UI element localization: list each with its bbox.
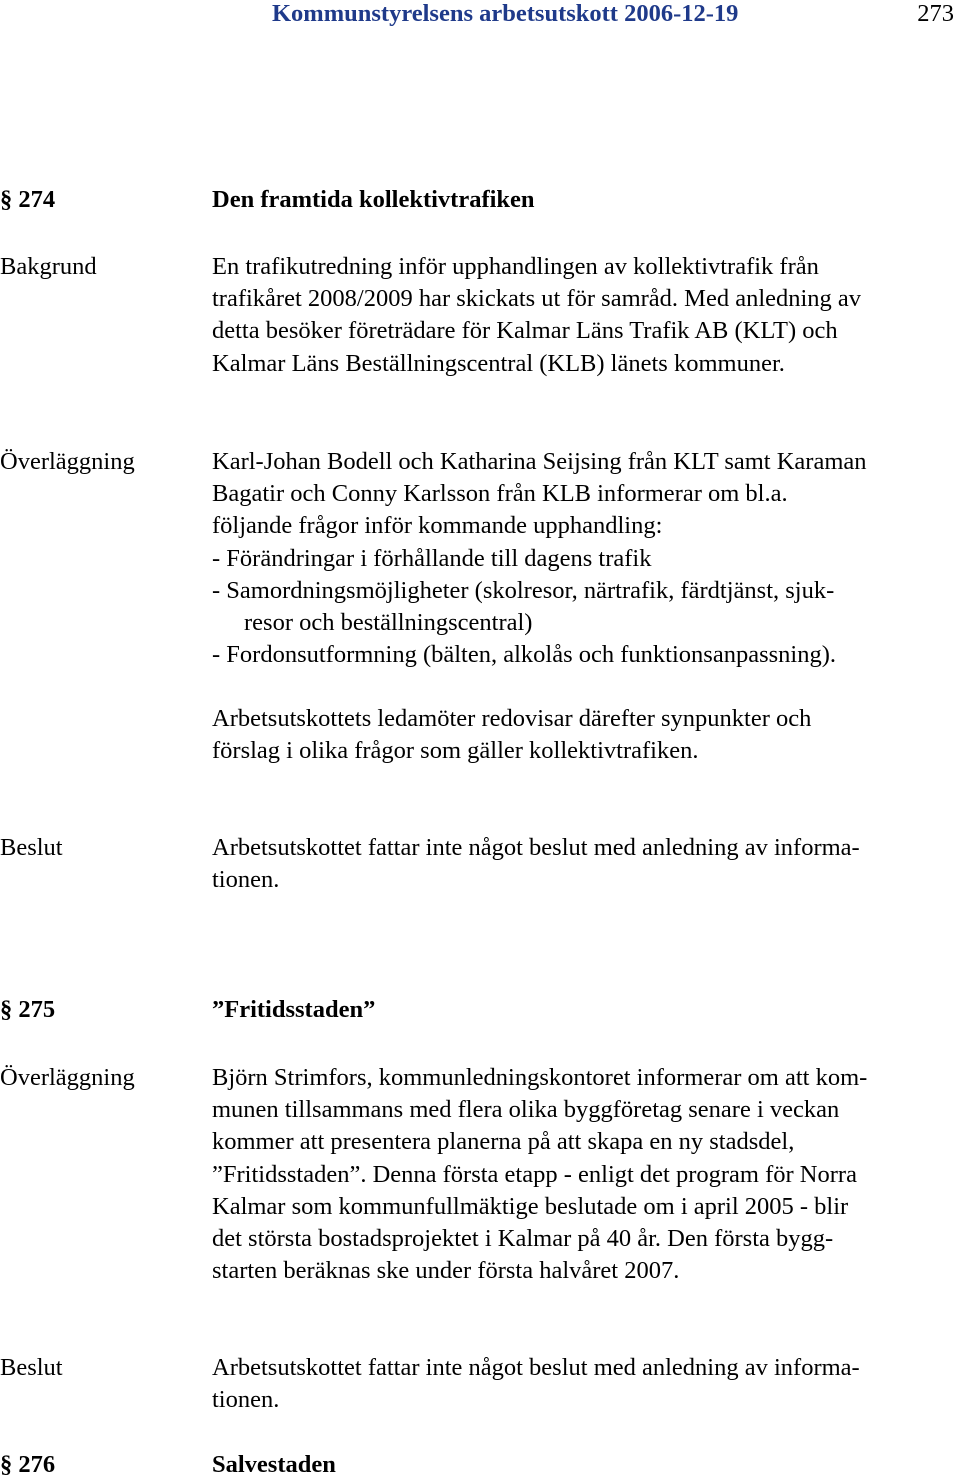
text-line: detta besöker företrädare för Kalmar Läns Trafik AB (KLT) och bbox=[212, 317, 838, 345]
beslut-label: Beslut bbox=[0, 834, 63, 861]
beslut-text bbox=[212, 1352, 952, 1416]
text-line: ”Fritidsstaden”. Denna första etapp - enligt det program för Norra bbox=[212, 1160, 857, 1188]
text-line: Arbetsutskottet fattar inte något beslut med anledning av informa- bbox=[212, 1354, 860, 1381]
list-item: - Samordningsmöjligheter (skolresor, närtrafik, färdtjänst, sjuk- bbox=[212, 576, 835, 604]
list-item: - Förändringar i förhållande till dagens trafik bbox=[212, 544, 652, 572]
text-line: Kalmar Läns Beställningscentral (KLB) länets kommuner. bbox=[212, 349, 785, 377]
section-title: Den framtida kollektivtrafiken bbox=[212, 186, 535, 213]
section-title: ”Fritidsstaden” bbox=[212, 996, 376, 1023]
overlaggning-label: Överläggning bbox=[0, 448, 135, 475]
text-line: starten beräknas ske under första halvåret 2007. bbox=[212, 1257, 680, 1285]
overlaggning-label: Överläggning bbox=[0, 1064, 135, 1091]
text-line: tionen. bbox=[212, 866, 280, 894]
overlaggning-text bbox=[212, 1062, 952, 1287]
section-number: § 276 bbox=[0, 1451, 56, 1478]
text-line: Arbetsutskottets ledamöter redovisar därefter synpunkter och bbox=[212, 705, 812, 732]
text-line: trafikåret 2008/2009 har skickats ut för samråd. Med anledning av bbox=[212, 285, 862, 313]
list-item-continuation: resor och beställningscentral) bbox=[244, 608, 533, 636]
text-line: Karl-Johan Bodell och Katharina Seijsing från KLT samt Karaman bbox=[212, 448, 867, 475]
bakgrund-text bbox=[212, 251, 952, 380]
text-line: Björn Strimfors, kommunledningskontoret informerar om att kom- bbox=[212, 1064, 868, 1091]
text-line: Arbetsutskottet fattar inte något beslut med anledning av informa- bbox=[212, 834, 860, 861]
beslut-text bbox=[212, 832, 952, 896]
text-line: Bagatir och Conny Karlsson från KLB informerar om bl.a. bbox=[212, 480, 788, 508]
section-274-heading bbox=[0, 184, 960, 218]
text-line: Kalmar som kommunfullmäktige beslutade om i april 2005 - blir bbox=[212, 1192, 849, 1220]
beslut-label: Beslut bbox=[0, 1354, 63, 1381]
section-276-heading bbox=[0, 1449, 960, 1483]
text-line: munen tillsammans med flera olika byggföretag senare i veckan bbox=[212, 1096, 840, 1124]
header-title: Kommunstyrelsens arbetsutskott 2006-12-19 bbox=[272, 0, 739, 27]
page-header bbox=[0, 0, 960, 30]
bakgrund-label: Bakgrund bbox=[0, 253, 97, 280]
page-number: 273 bbox=[917, 0, 954, 27]
section-title: Salvestaden bbox=[212, 1451, 336, 1478]
text-line: tionen. bbox=[212, 1386, 280, 1414]
overlaggning-para2-text bbox=[212, 703, 952, 767]
text-line: förslag i olika frågor som gäller kollektivtrafiken. bbox=[212, 737, 699, 765]
text-line: En trafikutredning inför upphandlingen av kollektivtrafik från bbox=[212, 253, 819, 280]
text-line: kommer att presentera planerna på att skapa en ny stadsdel, bbox=[212, 1128, 795, 1156]
overlaggning-text bbox=[212, 446, 952, 671]
text-line: följande frågor inför kommande upphandling: bbox=[212, 512, 663, 540]
section-number: § 274 bbox=[0, 186, 56, 213]
list-item: - Fordonsutformning (bälten, alkolås och funktionsanpassning). bbox=[212, 641, 836, 669]
section-number: § 275 bbox=[0, 996, 56, 1023]
section-275-heading bbox=[0, 994, 960, 1028]
text-line: det största bostadsprojektet i Kalmar på 40 år. Den första bygg- bbox=[212, 1224, 834, 1252]
